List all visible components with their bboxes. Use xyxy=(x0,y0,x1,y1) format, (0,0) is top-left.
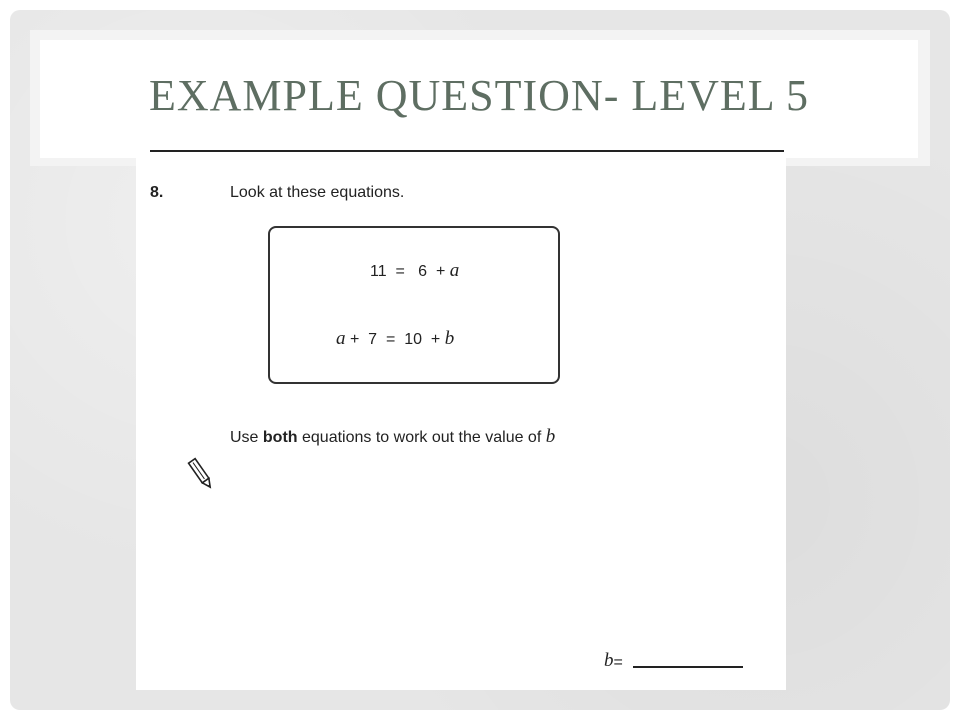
instruction-bold: both xyxy=(262,429,298,446)
paper-divider xyxy=(150,150,784,152)
pencil-icon xyxy=(186,456,216,492)
title-placeholder xyxy=(30,30,930,166)
question-intro: Look at these equations. xyxy=(230,184,405,201)
instruction-post: equations to work out the value of xyxy=(297,429,546,446)
equation-1-left: 11 = 6 + xyxy=(370,263,446,280)
equation-2-variable-b: b xyxy=(444,328,455,349)
equation-1 xyxy=(370,260,459,282)
slide-title: EXAMPLE QUESTION- LEVEL 5 xyxy=(148,70,810,120)
question-number: 8. xyxy=(150,184,164,201)
instruction-pre: Use xyxy=(230,429,263,446)
equation-2-variable-a: a xyxy=(336,328,346,349)
instruction-variable: b xyxy=(545,426,556,447)
answer-variable: b xyxy=(604,650,614,671)
answer-area xyxy=(604,650,743,672)
equation-2 xyxy=(336,328,454,350)
question-instruction xyxy=(230,426,555,448)
answer-line[interactable] xyxy=(633,665,743,668)
equation-1-variable: a xyxy=(449,260,460,281)
equation-2-middle: + 7 = 10 + xyxy=(345,331,445,348)
answer-equals: = xyxy=(613,654,623,671)
title-inner xyxy=(40,40,918,158)
equations-box xyxy=(268,226,560,384)
question-image xyxy=(136,150,786,690)
